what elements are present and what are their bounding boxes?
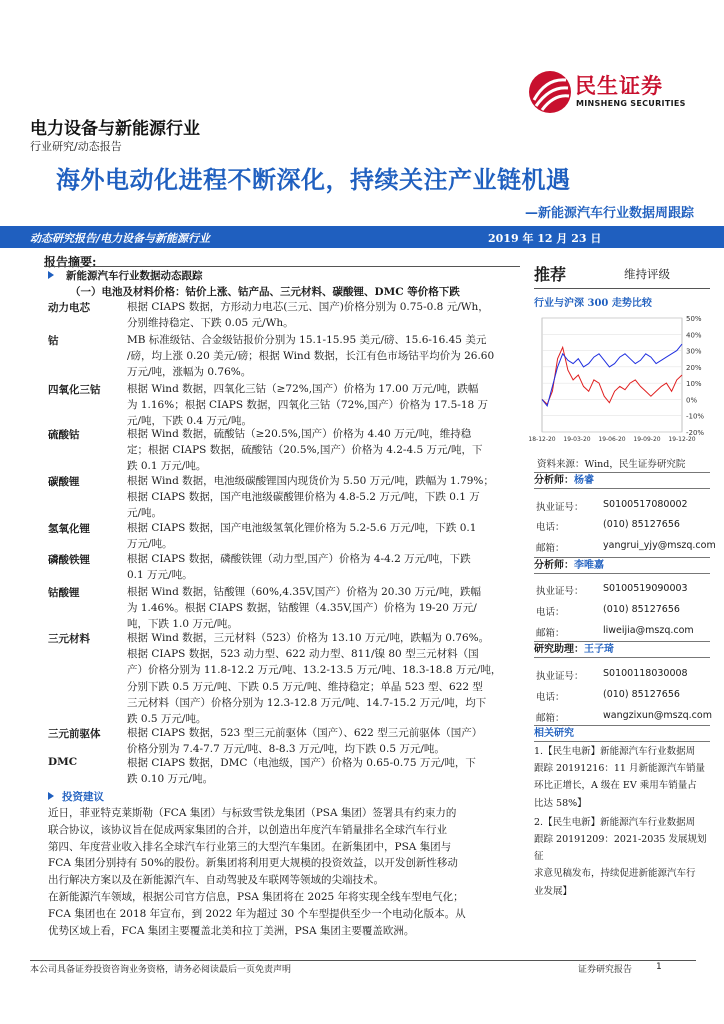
chart-xtick-label: 18-12-20	[528, 436, 556, 443]
bullet-icon	[48, 271, 54, 279]
report-subtitle: —新能源汽车行业数据周跟踪	[524, 206, 694, 221]
page-number: 1	[656, 962, 662, 972]
item-text-lioh: 根据 CIAPS 数据，国产电池级氢氧化锂价格为 5.2-5.6 万元/吨，下跌 0.1 万元/吨。	[127, 522, 477, 551]
phone-key: 电话：	[536, 692, 565, 703]
phone-key: 电话：	[536, 607, 565, 618]
trend-chart	[528, 314, 712, 444]
report-category: 行业研究/动态报告	[30, 140, 122, 153]
item-text-lfp: 根据 CIAPS 数据，磷酸铁锂（动力型,国产）价格为 4-4.2 万元/吨，下跌 0.1 万元/吨。	[127, 553, 471, 582]
cert-key: 执业证号：	[536, 671, 584, 682]
item-text-co3o4: 根据 Wind 数据，四氧化三钴（≥72%,国产）价格为 17.00 万元/吨，跌幅 为 1.16%；根据 CIAPS 数据，四氧化三钴（72%,国产）价格为 17.5-18 万 元/吨，下跌 0.4 万元/吨。	[127, 383, 489, 428]
summary-divider	[44, 266, 520, 267]
rating-value: 维持评级	[624, 267, 670, 281]
item-label-lioh: 氢氧化锂	[48, 523, 90, 535]
related-item[interactable]: 2.【民生电新】新能源汽车行业数据周 跟踪 20191209：2021-2035 发展规划征 求意见稿发布，持续促进新能源汽车行 业发展】	[534, 816, 707, 897]
rating-divider	[534, 288, 710, 289]
phone-value: (010) 85127656	[603, 519, 680, 530]
item-text-dmc: 根据 CIAPS 数据，DMC（电池级，国产）价格为 0.65-0.75 万元/吨，下 跌 0.10 万元/吨。	[127, 757, 476, 786]
logo-text-en: MINSHENG SECURITIES	[576, 99, 686, 108]
item-label-coso4: 硫酸钴	[48, 429, 80, 441]
section-title-tracking: 新能源汽车行业数据动态跟踪	[66, 270, 203, 282]
item-label-ncm: 三元材料	[48, 633, 90, 645]
analyst-header: 研究助理：王子琦	[534, 641, 710, 658]
subsection-title-prices: （一）电池及材料价格：钴价上涨、钴产品、三元材料、碳酸锂、DMC 等价格下跌	[70, 286, 460, 298]
item-label-dmc: DMC	[48, 756, 78, 768]
chart-title: 行业与沪深 300 走势比较	[534, 298, 652, 309]
phone-value: (010) 85127656	[603, 604, 680, 615]
related-header: 相关研究	[534, 725, 710, 742]
bullet-icon	[48, 792, 54, 800]
footer-label: 证券研究报告	[578, 965, 633, 975]
chart-ytick-label: 30%	[686, 347, 702, 356]
related-item[interactable]: 1.【民生电新】新能源汽车行业数据周 跟踪 20191216：11 月新能源汽车销量 环比正增长，A 级在 EV 乘用车销量占 比达 58%】	[534, 746, 705, 809]
chart-series-line	[542, 347, 682, 404]
chart-ytick-label: 50%	[686, 315, 702, 323]
bar-report-type: 动态研究报告/电力设备与新能源行业	[30, 232, 211, 245]
item-label-cell: 动力电芯	[48, 302, 90, 314]
item-text-li2co3: 根据 Wind 数据，电池级碳酸锂国内现货价为 5.50 万元/吨，跌幅为 1.79%； 根据 CIAPS 数据，国产电池级碳酸锂价格为 4.8-5.2 万元/吨，下跌 0.1 万 元/吨。	[127, 475, 494, 520]
analyst-header: 分析师：李唯嘉	[534, 557, 710, 574]
section-title-advice: 投资建议	[62, 791, 104, 803]
item-text-cell: 根据 CIAPS 数据，方形动力电芯(三元、国产)价格分别为 0.75-0.8 元/Wh， 分别维持稳定、下跌 0.05 元/Wh。	[127, 301, 489, 330]
item-text-precursor: 根据 CIAPS 数据，523 型三元前驱体（国产）、622 型三元前驱体（国产） 价格分别为 7.4-7.7 万元/吨、8-8.3 万元/吨，均下跌 0.5 万元/吨。	[127, 727, 483, 756]
email-link[interactable]: liweijia@mszq.com	[603, 625, 694, 636]
footer-divider	[30, 960, 696, 961]
cert-value: S0100519090003	[603, 583, 688, 594]
phone-value: (010) 85127656	[603, 689, 680, 700]
item-label-li2co3: 碳酸锂	[48, 476, 80, 488]
item-label-precursor: 三元前驱体	[48, 728, 101, 740]
cert-value: S0100517080002	[603, 499, 688, 510]
footer-disclaimer: 本公司具备证券投资咨询业务资格，请务必阅读最后一页免责声明	[30, 965, 292, 975]
chart-source: 资料来源：Wind，民生证券研究院	[537, 459, 686, 470]
item-text-coso4: 根据 Wind 数据，硫酸钴（≥20.5%,国产）价格为 4.40 万元/吨，维持稳 定；根据 CIAPS 数据，硫酸钴（20.5%,国产）价格为 4.2-4.5 万元/吨，下 跌 0.1 万元/吨。	[127, 428, 483, 473]
chart-frame	[542, 318, 682, 432]
item-label-lco: 钴酸锂	[48, 587, 80, 599]
analyst-header: 分析师：杨睿	[534, 472, 710, 489]
email-key: 邮箱：	[536, 628, 565, 639]
related-list	[534, 743, 712, 902]
cert-value: S0100118030008	[603, 668, 688, 679]
email-key: 邮箱：	[536, 543, 565, 554]
industry-name: 电力设备与新能源行业	[30, 119, 200, 139]
report-title: 海外电动化进程不断深化，持续关注产业链机遇	[56, 166, 571, 194]
rating-label: 推荐	[534, 265, 567, 284]
chart-ytick-label: 0%	[686, 396, 698, 405]
chart-ytick-label: 10%	[686, 380, 702, 389]
cert-key: 执业证号：	[536, 586, 584, 597]
investment-advice-text: 近日，菲亚特克莱斯勒（FCA 集团）与标致雪铁龙集团（PSA 集团）签署具有约束力的 联合协议，该协议旨在促成两家集团的合并，以创造出年度汽车销量排名全球汽车行业 第四、年度营业收入排名全球汽车行业第三的大型汽车集团。在新集团中，PSA 集团与 FCA 集团分别持有 50%的股份。新集团将利用更大规模的投资效益，以开发创新性移动 出行解决方案以及在新能源汽车、自动驾驶及车联网等领域的尖端技术。 在新能源汽车领域，根据公司官方信息，PSA 集团将在 2025 年将实现全线车型电气化； FCA 集团也在 2018 年宣布，到 2022 年为超过 30 个车型提供至少一个电动化版本。从 优势区域上看，FCA 集团主要覆盖北美和拉丁美洲，PSA 集团主要覆盖欧洲。	[48, 807, 466, 937]
email-key: 邮箱：	[536, 713, 565, 724]
item-label-cobalt: 钴	[48, 335, 59, 347]
chart-ytick-label: -20%	[686, 429, 705, 437]
summary-title: 报告摘要:	[44, 255, 97, 269]
chart-ytick-label: 40%	[686, 331, 702, 340]
chart-xtick-label: 19-03-20	[563, 436, 591, 443]
email-link[interactable]: yangrui_yjy@mszq.com	[603, 540, 716, 551]
item-label-co3o4: 四氧化三钴	[48, 384, 101, 396]
chart-xtick-label: 19-09-20	[633, 436, 661, 443]
chart-xtick-label: 19-06-20	[598, 436, 626, 443]
item-text-cobalt: MB 标准级钴、合金级钴报价分别为 15.1-15.95 美元/磅、15.6-16.45 美元 /磅，均上涨 0.20 美元/磅；根据 Wind 数据，长江有色市场钴平均价为 26.60 万元/吨，涨幅为 0.76%。	[127, 334, 495, 379]
report-date: 2019 年 12 月 23 日	[488, 232, 602, 245]
chart-xtick-label: 19-12-20	[668, 436, 696, 443]
chart-ytick-label: 20%	[686, 363, 702, 372]
chart-ytick-label: -10%	[686, 412, 705, 421]
email-link[interactable]: wangzixun@mszq.com	[603, 710, 712, 721]
item-text-lco: 根据 Wind 数据，钴酸锂（60%,4.35V,国产）价格为 20.30 万元/吨，跌幅 为 1.46%。根据 CIAPS 数据，钴酸锂（4.35V,国产）价格为 19-20 万元/ 吨，下跌 1.0 万元/吨。	[127, 586, 482, 631]
item-text-ncm: 根据 Wind 数据，三元材料（523）价格为 13.10 万元/吨，跌幅为 0.76%。 根据 CIAPS 数据，523 动力型、622 动力型、811/镍 80 型三元材料（国 产）价格分别为 11.8-12.2 万元/吨、13.2-13.5 万元/吨、18.3-18.8 万元/吨， 分别下跌 0.5 万元/吨、下跌 0.5 万元/吨、维持稳定；单晶 523 型、622 型 三元材料（国产）价格分别为 12.3-12.8 万元/吨、14.7-15.2 万元/吨，均下 跌 0.5 万元/吨。	[127, 632, 502, 726]
phone-key: 电话：	[536, 522, 565, 533]
item-label-lfp: 磷酸铁锂	[48, 554, 90, 566]
logo-text-cn: 民生证券	[575, 74, 663, 98]
cert-key: 执业证号：	[536, 502, 584, 513]
